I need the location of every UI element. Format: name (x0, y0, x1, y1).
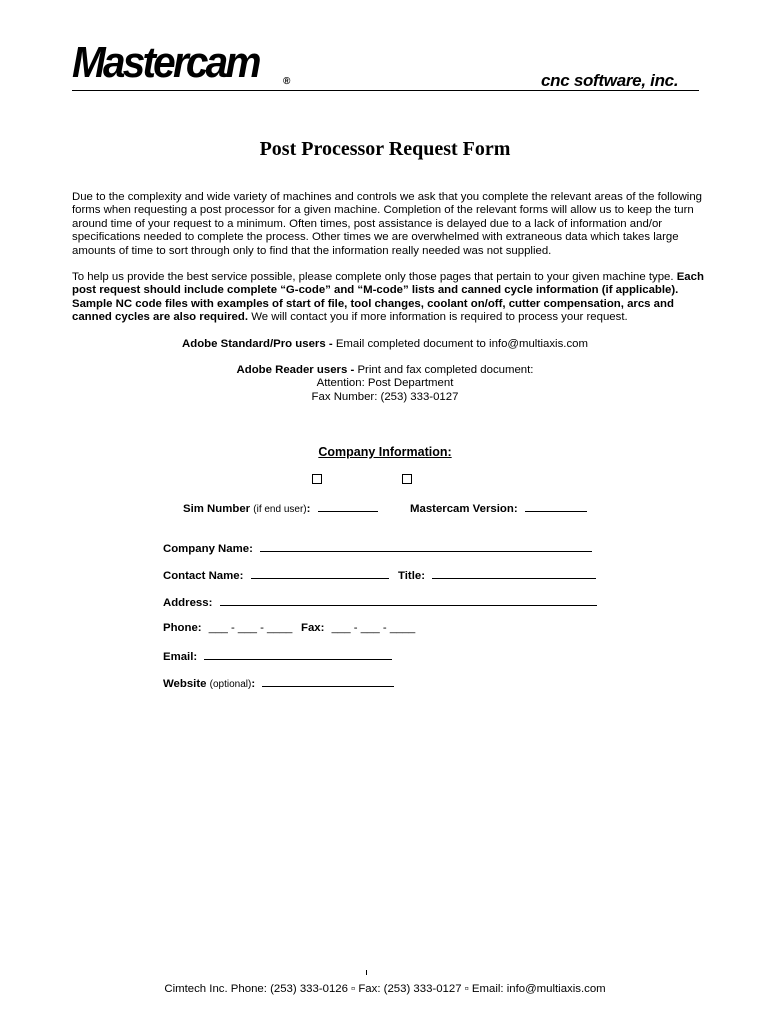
checkbox-2[interactable] (402, 474, 412, 484)
intro-paragraph-2-lead: To help us provide the best service possible, please complete only those pages that pertain to your given machine type. (72, 271, 674, 283)
contact-name-field (163, 567, 389, 583)
registered-mark: ® (283, 76, 291, 87)
phone-input[interactable]: ___ - ___ - ____ (208, 622, 293, 634)
company-name-label: Company Name: (163, 543, 253, 555)
phone-field (163, 621, 292, 635)
fax-field (301, 621, 415, 635)
website-label: Website (163, 678, 207, 690)
website-note: (optional) (209, 679, 252, 690)
intro-paragraph-1: Due to the complexity and wide variety of machines and controls we ask that you complete the relevant areas of the following forms when requesting a post processor for a given machine. Completion of the relevant forms will allow us to keep the turn around time of your request to a minimum. Often times, post assistance is delayed due to a lack of information and/or specifications needed to complete the process. Other times we are overwhelmed with extraneous data which takes large amounts of time to sort through only to find that the information really needed was not supplied. (72, 191, 702, 257)
website-field (163, 675, 394, 692)
sim-number-note: (if end user) (253, 504, 307, 515)
page-footer: Cimtech Inc. Phone: (253) 333-0126 ▫ Fax: (253) 333-0127 ▫ Email: info@multiaxis.com (164, 983, 606, 995)
fax-label: Fax: (301, 622, 325, 634)
mastercam-logo: Mastercam (72, 38, 259, 87)
fax-number-line: Fax Number: (253) 333-0127 (311, 390, 459, 403)
fax-input[interactable]: ___ - ___ - ____ (331, 622, 416, 634)
contact-name-input[interactable] (251, 567, 389, 579)
company-name-input[interactable] (260, 540, 592, 552)
company-info-heading: Company Information: (318, 445, 452, 459)
title-field (398, 567, 596, 583)
email-label: Email: (163, 651, 198, 663)
intro-paragraph-2-tail: We will contact you if more information is required to process your request. (251, 311, 628, 324)
contact-name-label: Contact Name: (163, 570, 244, 582)
email-field (163, 648, 392, 664)
page-title: Post Processor Request Form (259, 138, 511, 160)
sim-number-colon: : (306, 503, 311, 515)
adobe-reader-instructions (0, 364, 770, 404)
cnc-software-logo: cnc software, inc. (541, 71, 679, 90)
website-colon: : (251, 678, 256, 690)
company-name-field (163, 540, 592, 556)
sim-number-input[interactable] (318, 500, 378, 512)
footer-marker (366, 970, 367, 975)
mastercam-version-field (410, 500, 587, 516)
website-input[interactable] (262, 675, 394, 687)
adobe-reader-text: Print and fax completed document: (357, 364, 534, 376)
title-label: Title: (398, 570, 426, 582)
phone-label: Phone: (163, 622, 202, 634)
address-input[interactable] (220, 594, 597, 606)
sim-number-field (183, 500, 378, 517)
intro-paragraph-2-requirements: Each post request should include complete “G-code” and “M-code” lists and canned cycle information (if applicable). Sample NC code files with examples of start of file, tool changes, coolant on/off, cutter compensation, arcs and canned cycles are also required. (72, 271, 704, 324)
mastercam-version-input[interactable] (525, 500, 587, 512)
title-input[interactable] (432, 567, 596, 579)
checkbox-1[interactable] (312, 474, 322, 484)
mastercam-version-label: Mastercam Version: (410, 503, 518, 515)
address-field (163, 594, 597, 610)
adobe-standard-text: Email completed document to info@multiaxis.com (335, 338, 588, 350)
sim-number-label: Sim Number (183, 503, 251, 515)
email-input[interactable] (204, 648, 392, 660)
header-divider (72, 90, 699, 91)
adobe-standard-instructions (0, 338, 770, 351)
address-label: Address: (163, 597, 213, 609)
adobe-standard-label: Adobe Standard/Pro users - (182, 338, 333, 350)
intro-paragraph-2 (72, 271, 712, 325)
attention-line: Attention: Post Department (316, 377, 454, 390)
adobe-reader-label: Adobe Reader users - (236, 364, 355, 376)
